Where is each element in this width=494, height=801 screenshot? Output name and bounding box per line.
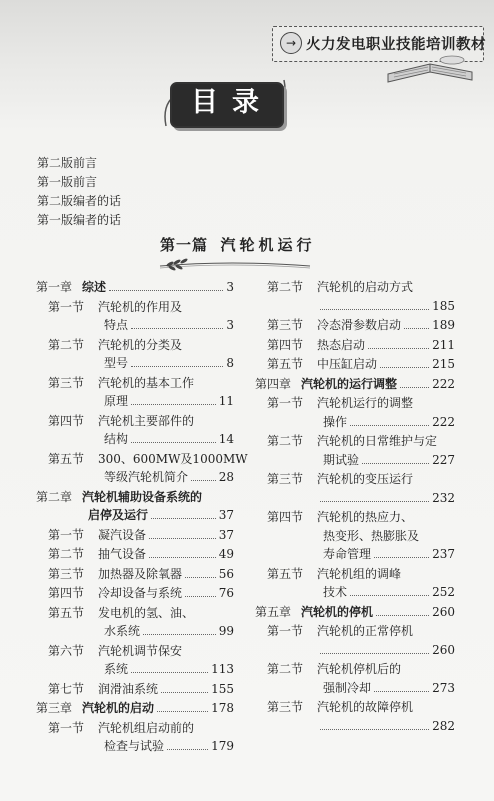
toc-page-number: 237 [432, 547, 455, 561]
dot-leader [131, 442, 216, 443]
wheat-ornament [150, 254, 320, 274]
toc-entry-title: 抽气设备 [98, 547, 147, 561]
dot-leader [185, 577, 216, 578]
toc-entry-title: 汽轮机的日常维护与定 [317, 434, 438, 448]
toc-page-number: 252 [432, 585, 455, 599]
toc-entry-title: 汽轮机的运行调整 [301, 376, 398, 391]
toc-entry-number: 第六节 [48, 643, 85, 658]
toc-entry-title: 水系统 [104, 624, 141, 638]
toc-page-number: 3 [226, 318, 234, 332]
toc-entry-line [317, 317, 455, 333]
toc-entry-number: 第二节 [267, 662, 304, 676]
toc-entry-line [104, 623, 234, 639]
toc-entry-line [98, 337, 234, 353]
toc-entry-title: 发电机的氢、油、 [98, 605, 195, 620]
toc-entry-title: 汽轮机的分类及 [98, 337, 183, 352]
toc-entry-number: 第一节 [267, 624, 304, 638]
dot-leader [368, 348, 429, 349]
toc-entry-line [82, 489, 234, 505]
dot-leader [320, 653, 429, 654]
toc-entry-line [98, 585, 234, 601]
toc-entry-number: 第三节 [48, 375, 85, 390]
toc-page-number: 28 [218, 470, 234, 484]
toc-entry-line [317, 279, 455, 295]
toc-entry-number: 第三章 [36, 701, 73, 715]
toc-entry-title: 综述 [82, 280, 107, 294]
toc-entry-title: 期试验 [323, 452, 360, 467]
toc-entry-line [104, 469, 234, 485]
preface-link[interactable]: 第二版编者的话 [37, 194, 122, 208]
toc-page-number: 3 [226, 280, 234, 294]
preface-link[interactable]: 第一版编者的话 [37, 213, 122, 227]
toc-entry-line [317, 566, 455, 582]
series-title: 火力发电职业技能培训教材 [306, 37, 486, 53]
toc-entry-title: 冷却设备与系统 [98, 586, 183, 600]
dot-leader [131, 366, 223, 367]
toc-entry-line [98, 413, 234, 429]
toc-page-number: 37 [218, 508, 234, 522]
toc-page-number: 179 [211, 739, 234, 753]
toc-entry-number: 第二节 [267, 280, 304, 294]
toc-entry-title: 汽轮机的作用及 [98, 299, 183, 314]
toc-page-number: 215 [432, 357, 455, 371]
toc-entry-line [317, 661, 455, 677]
toc-page-number: 222 [432, 414, 455, 429]
preface-link[interactable]: 第二版前言 [37, 156, 98, 170]
dot-leader [400, 387, 429, 388]
toc-entry-title: 汽轮机辅助设备系统的 [82, 489, 203, 504]
toc-page-number: 211 [432, 337, 455, 352]
toc-entry-line [317, 395, 455, 411]
preface-link[interactable]: 第一版前言 [37, 175, 98, 189]
toc-entry-line [104, 393, 234, 409]
toc-entry-title: 汽轮机调节保安 [98, 643, 183, 658]
toc-entry-title: 300、600MW及1000MW [98, 451, 248, 466]
part-heading [160, 234, 315, 255]
toc-page-number: 222 [432, 376, 455, 391]
dot-leader [151, 518, 216, 519]
toc-entry-number: 第四章 [255, 376, 292, 391]
toc-entry-title: 凝汽设备 [98, 527, 147, 542]
toc-entry-title: 汽轮机组的调峰 [317, 566, 402, 581]
toc-entry-title: 强制冷却 [323, 680, 372, 695]
toc-entry-number: 第五节 [48, 451, 85, 466]
toc-page-number: 273 [432, 680, 455, 695]
toc-page-number: 189 [432, 318, 455, 332]
toc-entry-title: 汽轮机的启动方式 [317, 280, 414, 294]
dot-leader [320, 729, 429, 730]
dot-leader [191, 480, 216, 481]
toc-entry-number: 第一节 [48, 527, 85, 542]
toc-entry-number: 第五章 [255, 604, 292, 619]
toc-entry-title: 热变形、热膨胀及 [323, 528, 420, 543]
dot-leader [149, 538, 216, 539]
dot-leader [161, 692, 208, 693]
dot-leader [109, 290, 223, 291]
toc-entry-line [323, 584, 455, 600]
dot-leader [374, 557, 429, 558]
toc-entry-title: 汽轮机的基本工作 [98, 375, 195, 390]
toc-entry-line [98, 375, 234, 391]
toc-entry-number: 第五节 [267, 357, 304, 371]
toc-entry-title: 汽轮机的停机 [301, 604, 374, 619]
toc-entry-number: 第二章 [36, 489, 73, 504]
toc-entry-line [317, 471, 455, 487]
dot-leader [350, 595, 429, 596]
toc-entry-title: 操作 [323, 414, 348, 429]
dot-leader [376, 615, 429, 616]
toc-entry-line [317, 433, 455, 449]
dot-leader [320, 309, 429, 310]
toc-entry-line [104, 738, 234, 754]
dot-leader [374, 691, 429, 692]
toc-page-number: 260 [432, 604, 455, 619]
toc-entry-title: 汽轮机主要部件的 [98, 413, 195, 428]
toc-page-number: 178 [211, 701, 234, 715]
toc-page-number: 260 [432, 642, 455, 657]
toc-entry-line [317, 356, 455, 372]
toc-page-number: 11 [218, 394, 234, 408]
toc-entry-number: 第四节 [48, 586, 85, 600]
toc-entry-number: 第七节 [48, 681, 85, 696]
dot-leader [143, 634, 216, 635]
toc-entry-number: 第三节 [267, 700, 304, 714]
toc-entry-line [323, 546, 455, 562]
toc-entry-title: 结构 [104, 432, 129, 446]
toc-entry-number: 第三节 [267, 318, 304, 332]
toc-entry-line [104, 355, 234, 371]
toc-page-number: 113 [211, 662, 234, 676]
toc-page-number: 37 [218, 527, 234, 542]
toc-entry-line [104, 661, 234, 677]
dot-leader [404, 328, 429, 329]
dot-leader [131, 672, 208, 673]
toc-entry-title: 中压缸启动 [317, 357, 378, 371]
toc-entry-title: 汽轮机的故障停机 [317, 700, 414, 714]
toc-entry-number: 第三节 [267, 472, 304, 486]
toc-entry-line [301, 376, 455, 392]
toc-page-number: 8 [226, 356, 234, 370]
toc-page-number: 227 [432, 452, 455, 467]
toc-entry-line [104, 317, 234, 333]
open-book-icon [380, 52, 480, 86]
toc-entry-number: 第一节 [267, 396, 304, 410]
toc-entry-line [82, 700, 234, 716]
arrow-icon: → [280, 32, 302, 54]
toc-entry-title: 寿命管理 [323, 547, 372, 561]
toc-entry-number: 第三节 [48, 566, 85, 581]
toc-entry-title: 润滑油系统 [98, 681, 159, 696]
toc-entry-line [98, 566, 234, 582]
toc-entry-number: 第五节 [267, 566, 304, 581]
toc-page-number: 185 [432, 298, 455, 313]
toc-entry-title: 冷态滑参数启动 [317, 318, 402, 332]
toc-entry-title: 汽轮机组启动前的 [98, 720, 195, 735]
toc-page-number: 232 [432, 490, 455, 505]
toc-page-number: 49 [218, 547, 234, 561]
dot-leader [380, 367, 429, 368]
dot-leader [131, 404, 216, 405]
toc-entry-title: 系统 [104, 662, 129, 676]
toc-entry-line [301, 604, 455, 620]
toc-entry-line [88, 507, 234, 523]
toc-entry-title: 汽轮机的正常停机 [317, 624, 414, 638]
part-name: 汽轮机运行 [220, 236, 316, 254]
toc-entry-title: 汽轮机运行的调整 [317, 396, 414, 410]
toc-entry-number: 第二节 [267, 434, 304, 448]
toc-entry-line [98, 681, 234, 697]
dot-leader [350, 425, 429, 426]
toc-entry-title: 启停及运行 [88, 508, 149, 522]
dot-leader [167, 749, 208, 750]
page-title: 目录 [191, 87, 273, 118]
toc-entry-title: 汽轮机的变压运行 [317, 472, 414, 486]
toc-entry-title: 汽轮机的启动 [82, 701, 155, 715]
toc-page-number: 155 [211, 681, 234, 696]
toc-entry-title: 汽轮机的热应力、 [317, 510, 414, 524]
toc-entry-number: 第一节 [48, 299, 85, 314]
toc-entry-line [98, 527, 234, 543]
toc-entry-number: 第四节 [48, 413, 85, 428]
toc-entry-title: 等级汽轮机简介 [104, 470, 189, 484]
toc-entry-line [323, 452, 455, 468]
toc-entry-number: 第五节 [48, 605, 85, 620]
toc-entry-line [323, 414, 455, 430]
dot-leader [362, 463, 429, 464]
toc-entry-line [317, 718, 455, 734]
toc-entry-number: 第二节 [48, 547, 85, 561]
toc-entry-line [98, 605, 234, 621]
toc-entry-line [317, 337, 455, 353]
toc-entry-title: 型号 [104, 356, 129, 370]
toc-entry-line [317, 298, 455, 314]
toc-entry-line [317, 642, 455, 658]
dot-leader [157, 711, 208, 712]
toc-entry-line [323, 680, 455, 696]
toc-entry-title: 特点 [104, 318, 129, 332]
toc-entry-title: 汽轮机停机后的 [317, 662, 402, 676]
toc-entry-number: 第四节 [267, 510, 304, 524]
toc-entry-line [82, 279, 234, 295]
toc-entry-line [317, 490, 455, 506]
toc-entry-number: 第二节 [48, 337, 85, 352]
toc-entry-line [98, 720, 234, 736]
toc-entry-number: 第一节 [48, 720, 85, 735]
dot-leader [320, 501, 429, 502]
toc-entry-title: 加热器及除氧器 [98, 566, 183, 581]
toc-entry-line [98, 451, 248, 467]
toc-entry-line [98, 299, 234, 315]
toc-entry-line [317, 509, 455, 525]
toc-entry-number: 第一章 [36, 280, 73, 294]
toc-entry-line [317, 623, 455, 639]
toc-page-number: 99 [218, 624, 234, 638]
toc-entry-line [98, 546, 234, 562]
toc-entry-line [323, 528, 455, 544]
toc-page-number: 56 [218, 566, 234, 581]
dot-leader [149, 557, 216, 558]
dot-leader [185, 596, 216, 597]
toc-entry-line [98, 643, 234, 659]
toc-entry-title: 原理 [104, 394, 129, 408]
toc-entry-line [104, 431, 234, 447]
toc-page-number: 76 [218, 586, 234, 600]
toc-entry-number: 第四节 [267, 337, 304, 352]
toc-page-number: 14 [218, 432, 234, 446]
part-label: 第一篇 [160, 236, 209, 254]
toc-entry-title: 热态启动 [317, 337, 366, 352]
toc-page-number: 282 [432, 718, 455, 733]
toc-entry-line [317, 699, 455, 715]
toc-entry-title: 检查与试验 [104, 739, 165, 753]
dot-leader [131, 328, 223, 329]
toc-entry-title: 技术 [323, 585, 348, 599]
